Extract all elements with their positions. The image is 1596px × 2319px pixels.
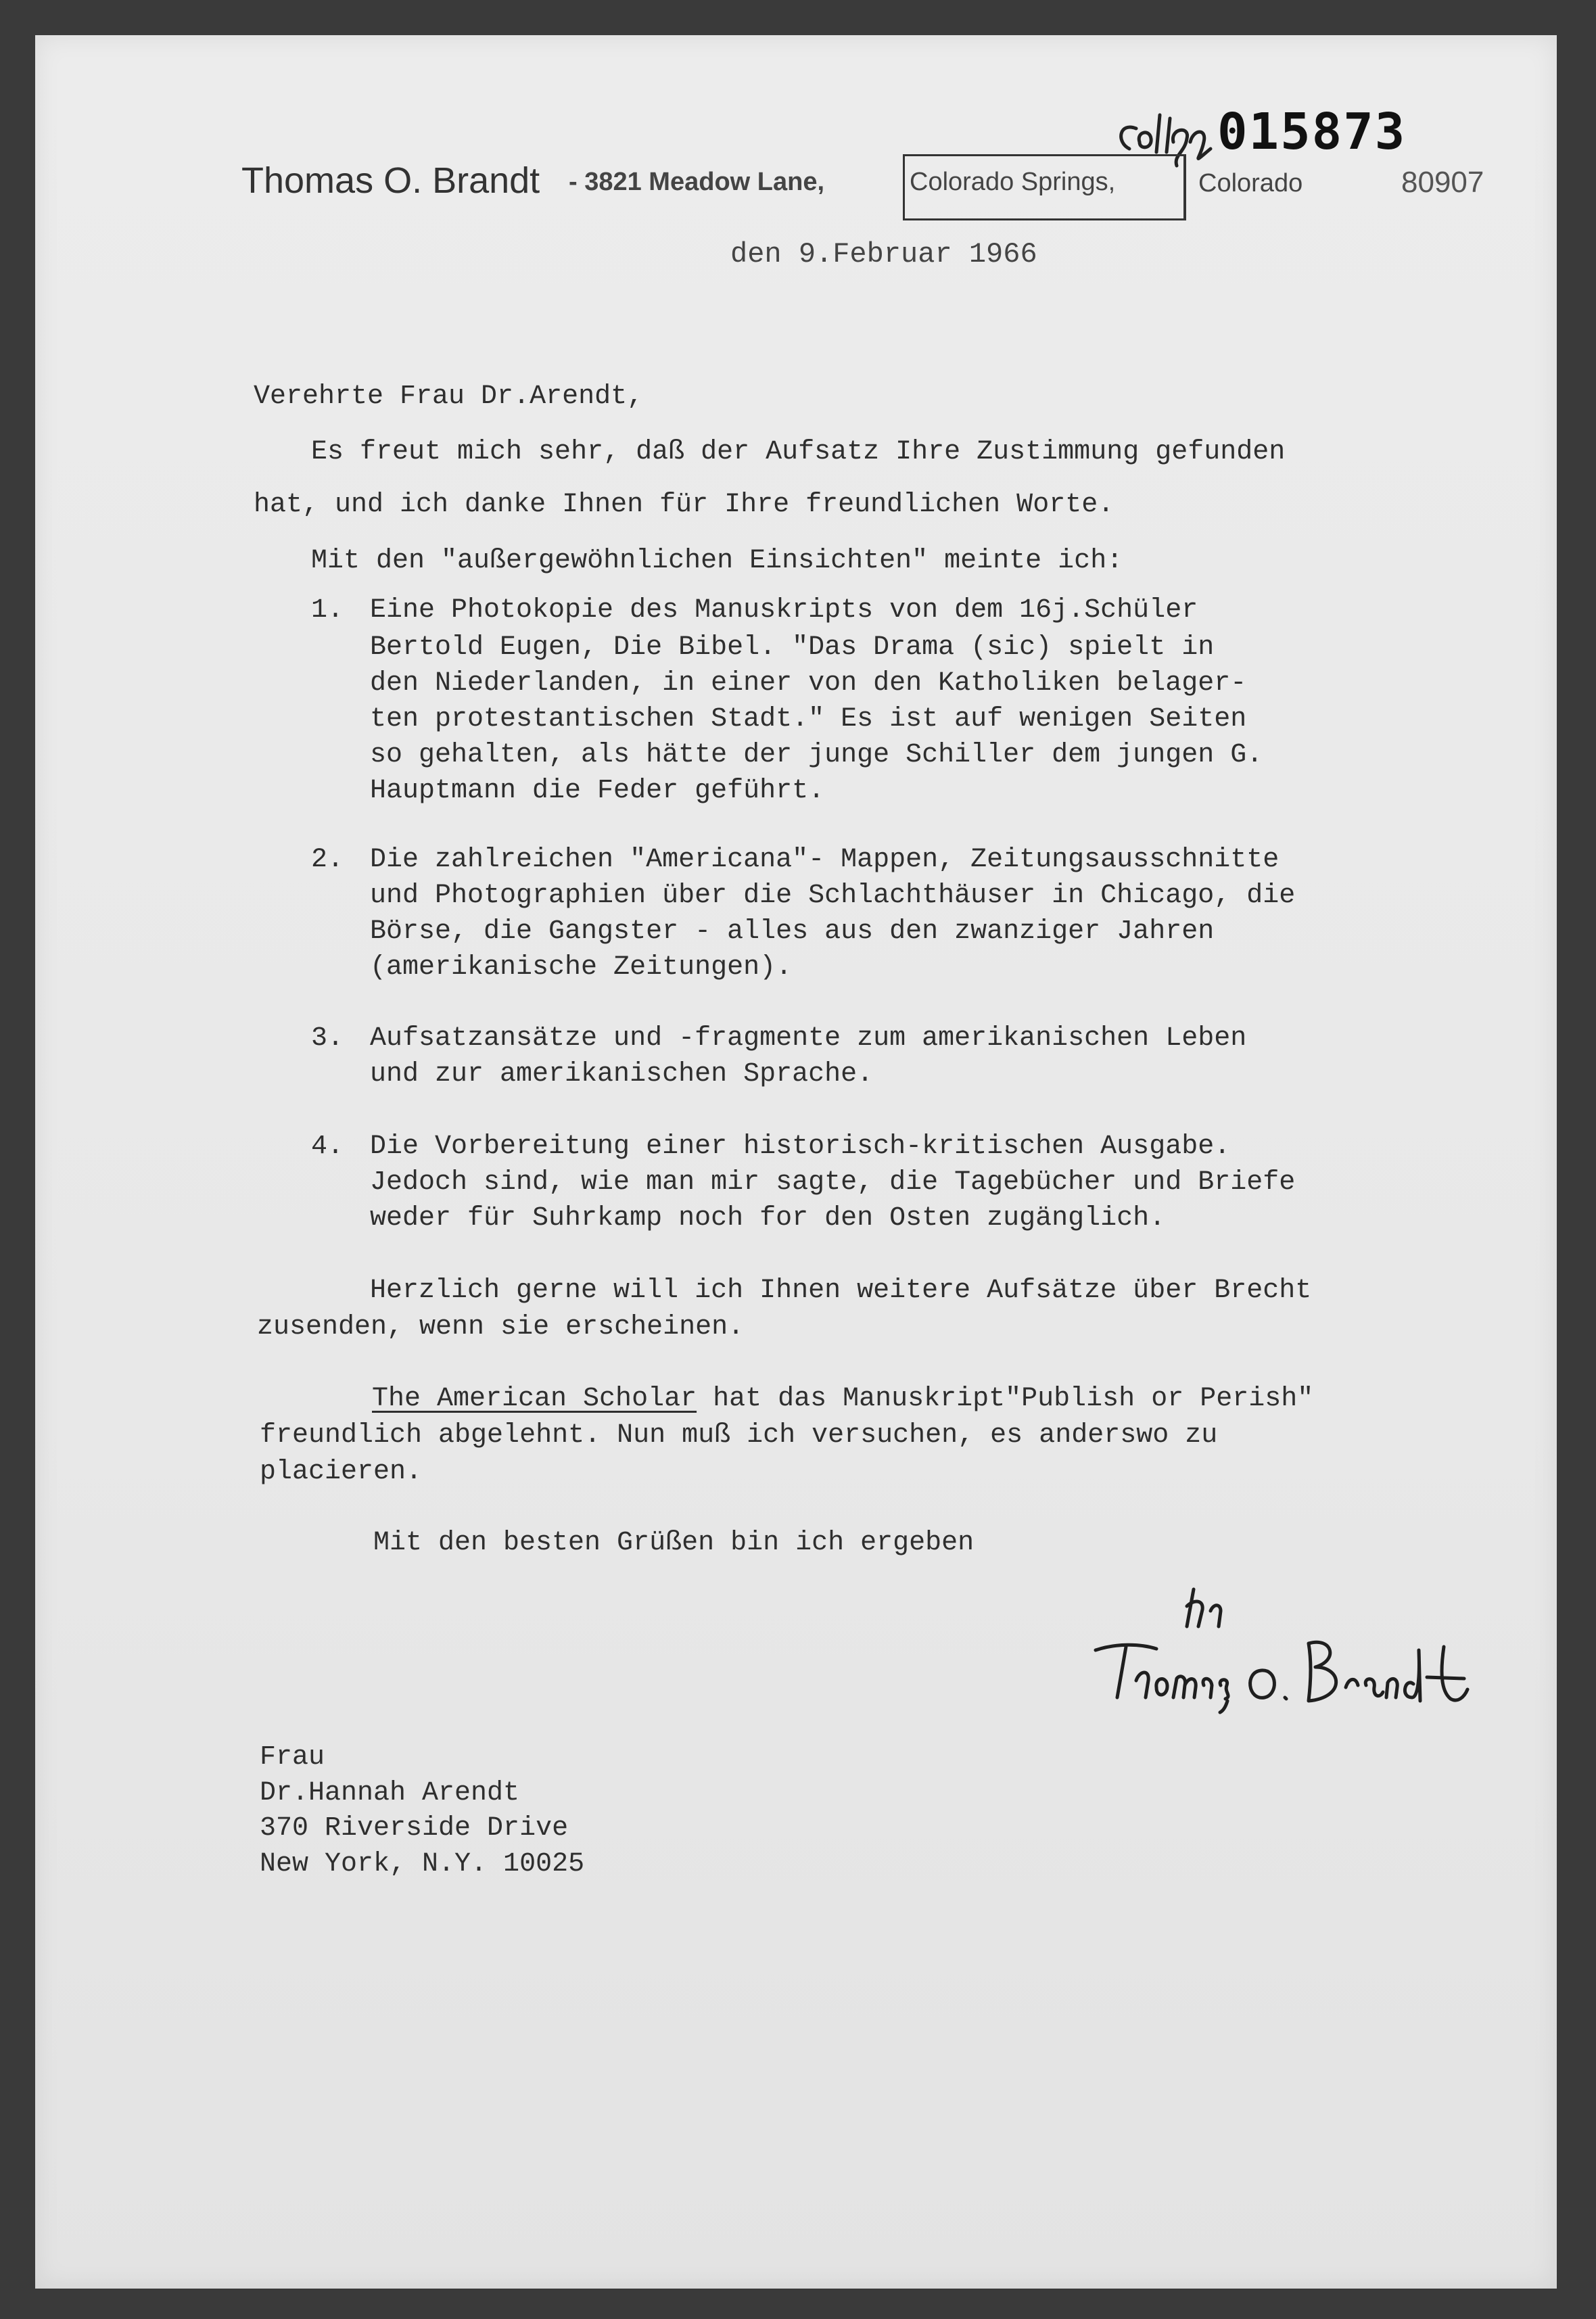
address-line: Frau [260,1742,325,1773]
para3-line [372,1386,1313,1413]
para1-line: Es freut mich sehr, daß der Aufsatz Ihre Zustimmung gefunden [311,437,1286,467]
handwritten-signature [1075,1569,1495,1718]
underlined-name: Bertold Eugen, Die Bibel. "Das Drama (sic) spielt in [370,632,1215,663]
journal-title: The American Scholar [372,1384,697,1414]
letterhead-zip: 80907 [1401,166,1484,199]
item-line: so gehalten, als hätte der junge Schiller dem jungen G. [370,740,1263,770]
letterhead-street: - 3821 Meadow Lane, [569,168,825,196]
item-line: ten protestantischen Stadt." Es ist auf wenigen Seiten [370,704,1247,734]
item-line: den Niederlanden, in einer von den Katholiken belager- [370,668,1247,699]
list-intro: Mit den "außergewöhnlichen Einsichten" meinte ich: [311,546,1123,576]
item-line: und zur amerikanischen Sprache. [370,1059,874,1090]
letter-page [35,35,1557,2289]
list-number: 2. [311,845,344,875]
list-number: 4. [311,1131,344,1162]
item-line: weder für Suhrkamp noch for den Osten zugänglich. [370,1203,1166,1234]
archive-number: 015873 [1217,103,1407,161]
item-line: (amerikanische Zeitungen). [370,952,793,983]
para3-line: freundlich abgelehnt. Nun muß ich versuchen, es anderswo zu [260,1420,1218,1451]
item-line: Börse, die Gangster - alles aus den zwanziger Jahren [370,916,1215,947]
address-line: New York, N.Y. 10025 [260,1849,585,1879]
item-line: Hauptmann die Feder geführt. [370,776,825,806]
closing: Mit den besten Grüßen bin ich ergeben [373,1528,975,1558]
salutation: Verehrte Frau Dr.Arendt, [254,381,644,412]
item-line: Die zahlreichen "Americana"- Mappen, Zeitungsausschnitte [370,845,1280,875]
para2-line: Herzlich gerne will ich Ihnen weitere Aufsätze über Brecht [370,1275,1312,1306]
item-line [370,634,1214,661]
para1-line: hat, und ich danke Ihnen für Ihre freundlichen Worte. [254,490,1114,520]
letterhead-city: Colorado Springs, [910,168,1116,196]
item-line: Jedoch sind, wie man mir sagte, die Tagebücher und Briefe [370,1167,1296,1198]
item-line: und Photographien über die Schlachthäuser in Chicago, die [370,881,1296,911]
item-line: Die Vorbereitung einer historisch-kritischen Ausgabe. [370,1131,1231,1162]
letterhead-name: Thomas O. Brandt [241,160,540,201]
para3-line1-rest: hat das Manuskript"Publish or Perish" [697,1384,1314,1414]
letterhead-state: Colorado [1198,169,1303,197]
list-number: 3. [311,1023,344,1054]
list-number: 1. [311,595,344,626]
para3-line: placieren. [260,1457,423,1487]
item-line: Aufsatzansätze und -fragmente zum amerikanischen Leben [370,1023,1247,1054]
address-line: 370 Riverside Drive [260,1813,569,1844]
address-line: Dr.Hannah Arendt [260,1778,520,1808]
item-line: Eine Photokopie des Manuskripts von dem 16j.Schüler [370,595,1198,626]
letter-date: den 9.Februar 1966 [730,238,1037,271]
para2-line: zusenden, wenn sie erscheinen. [257,1312,745,1342]
